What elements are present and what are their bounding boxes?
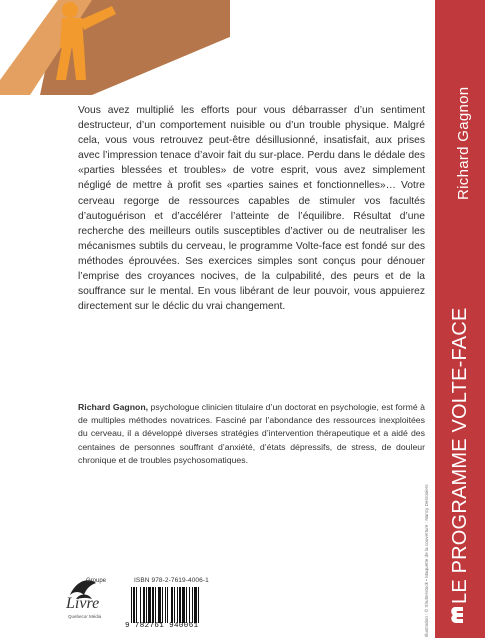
publisher-group: Groupe (86, 578, 107, 584)
author-bio-text: psychologue clinicien titulaire d’un doctorat en psychologie, est formé à de multiples méthodes novatrices. Fasciné par l’abondance des ressources inexploitées du cerveau, il a développé diverses stratégies d’intervention thérapeutique et a aidé des centaines de personnes souffrant d’anxiété, d’états dépressifs, de stress, de douleur chronique et de troubles psychosomatiques. (78, 402, 425, 465)
publisher-logo-icon (449, 603, 469, 627)
publisher-sub: Quebecor Média (68, 614, 102, 619)
back-cover-blurb: Vous avez multiplié les efforts pour vous débarrasser d’un sentiment destructeur, d’un comportement nuisible ou d’un trouble physique. Malgré cela, vous vous retrouvez peut-être désillusionné, insatisfait, aux prises avec l’impression tenace d’avoir fait du sur-place. Perdu dans le dédale des «parties blessées et troubles» de votre esprit, vous avez simplement négligé de mettre à profit ses «parties saines et fonctionnelles»… Votre cerveau regorge de ressources capables de stimuler vos facultés d’autoguérison et d’accélérer l’atteinte de l’équilibre. Résultat d’une recherche des meilleurs outils susceptibles d’activer ou de neutraliser les mécanismes subtils du cerveau, le programme Volte-face est fondé sur des méthodes éprouvées. Ses exercices simples sont conçus pour dénouer l’emprise des croyances nocives, de la culpabilité, des peurs et de la souffrance sur le mental. En vous libérant de leur pouvoir, vous appuierez directement sur le déclic du vrai changement. (78, 105, 425, 313)
barcode-digits: 9 782761 940061 (125, 622, 199, 630)
cover-illustration (0, 0, 230, 95)
spine-author: Richard Gagnon (455, 86, 472, 200)
cover-credits: Illustration : © Shutterstock • Maquette de la couverture : Nancy Desrosiers (424, 484, 429, 637)
barcode (130, 587, 222, 623)
author-name: Richard Gagnon, (78, 402, 149, 412)
isbn-label: ISBN 978-2-7619-4006-1 (134, 577, 209, 584)
author-bio (78, 401, 425, 467)
publisher-name: Livre (66, 595, 100, 612)
spine-title: LE PROGRAMME VOLTE-FACE (449, 307, 471, 604)
